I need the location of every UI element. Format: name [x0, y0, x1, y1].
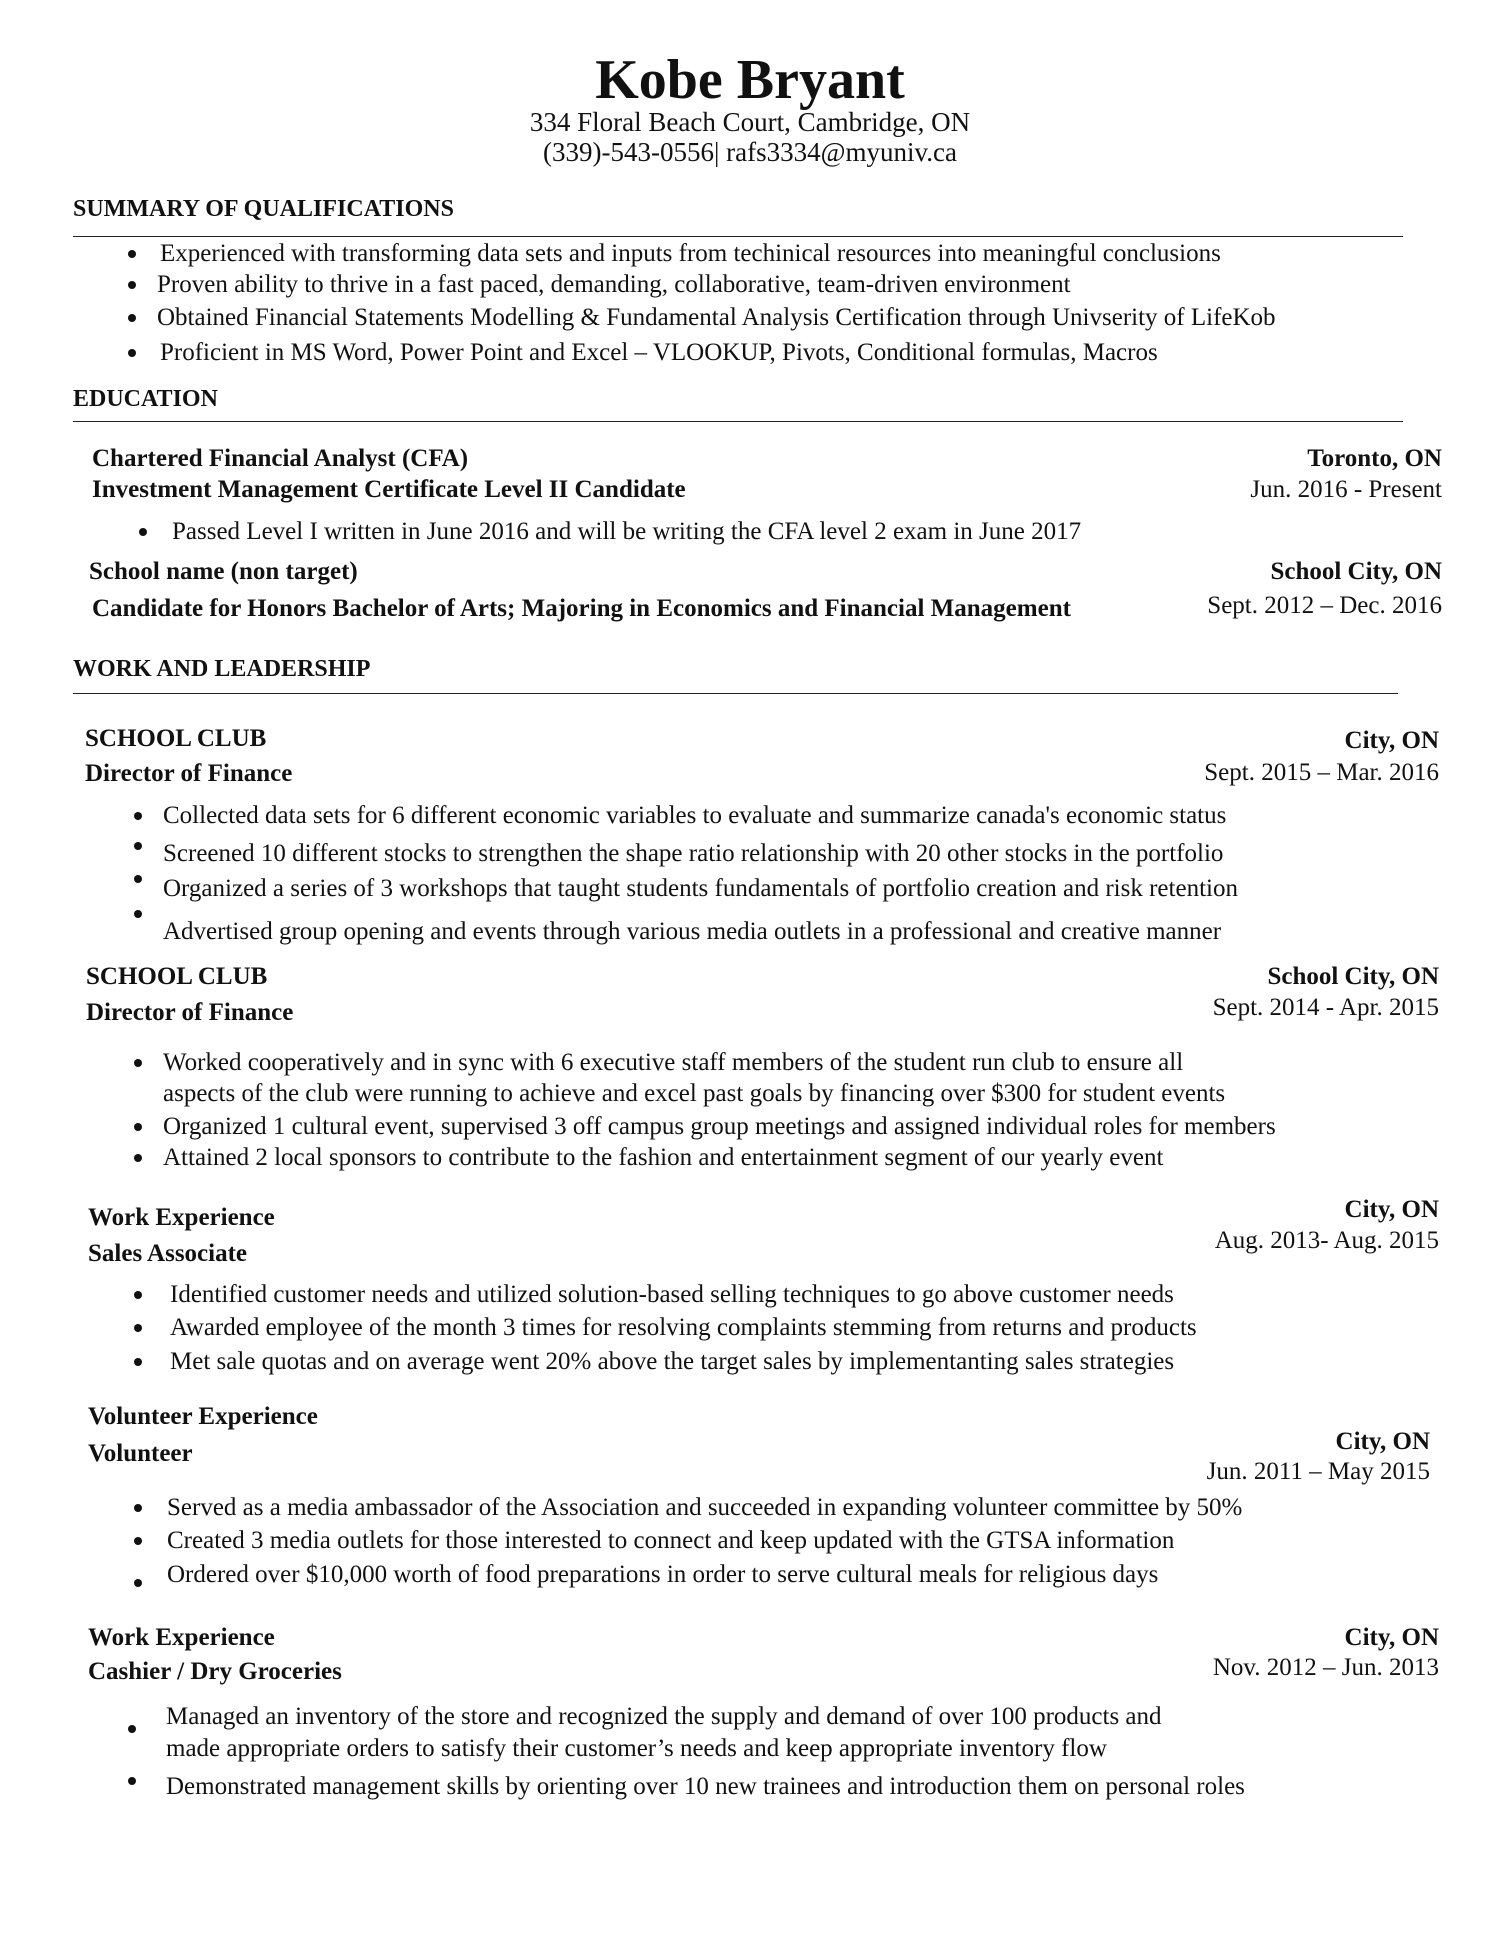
bullet-text: Obtained Financial Statements Modelling & Fundamental Analysis Certification through Univserity of LifeKob — [157, 304, 1276, 331]
bullet-icon — [128, 250, 136, 258]
entry-location: City, ON — [1344, 1624, 1439, 1651]
bullet-text: Identified customer needs and utilized solution-based selling techniques to go above customer needs — [170, 1281, 1174, 1308]
bullet-text: Organized a series of 3 workshops that taught students fundamentals of portfolio creation and risk retention — [163, 875, 1238, 902]
bullet-icon — [128, 281, 136, 289]
entry-org: Work Experience — [88, 1204, 275, 1231]
candidate-name: Kobe Bryant — [595, 49, 905, 111]
entry-title: Candidate for Honors Bachelor of Arts; Majoring in Economics and Financial Management — [92, 595, 1071, 622]
bullet-icon — [134, 1537, 142, 1545]
bullet-icon — [128, 314, 136, 322]
entry-location: Toronto, ON — [1307, 445, 1442, 472]
bullet-icon — [134, 1291, 142, 1299]
bullet-text: Served as a media ambassador of the Association and succeeded in expanding volunteer committee by 50% — [167, 1494, 1243, 1521]
entry-title: Sales Associate — [88, 1240, 248, 1267]
entry-location: City, ON — [1344, 727, 1439, 754]
entry-org: Chartered Financial Analyst (CFA) — [92, 445, 469, 472]
address: 334 Floral Beach Court, Cambridge, ON — [529, 107, 971, 137]
bullet-text: Demonstrated management skills by orienting over 10 new trainees and introduction them on personal roles — [166, 1773, 1245, 1800]
bullet-icon — [134, 1154, 142, 1162]
bullet-text: Managed an inventory of the store and recognized the supply and demand of over 100 products and — [166, 1703, 1162, 1730]
bullet-text: Passed Level I written in June 2016 and will be writing the CFA level 2 exam in June 2017 — [172, 518, 1082, 545]
bullet-text: Organized 1 cultural event, supervised 3 off campus group meetings and assigned individual roles for members — [163, 1113, 1276, 1140]
bullet-text: Collected data sets for 6 different economic variables to evaluate and summarize canada's economic status — [163, 802, 1227, 829]
section-divider — [73, 421, 1403, 422]
entry-dates: Jun. 2011 – May 2015 — [1206, 1458, 1430, 1485]
entry-title: Director of Finance — [85, 760, 293, 787]
entry-org: Work Experience — [88, 1624, 275, 1651]
bullet-icon — [139, 528, 147, 536]
bullet-text: Proficient in MS Word, Power Point and Excel – VLOOKUP, Pivots, Conditional formulas, Macros — [160, 339, 1158, 366]
bullet-text: Worked cooperatively and in sync with 6 executive staff members of the student run club to ensure all — [163, 1049, 1184, 1076]
bullet-icon — [128, 1777, 136, 1785]
bullet-text: Created 3 media outlets for those interested to connect and keep updated with the GTSA information — [167, 1527, 1175, 1554]
entry-location: School City, ON — [1267, 963, 1439, 990]
section-divider — [73, 236, 1403, 237]
bullet-text: Advertised group opening and events through various media outlets in a professional and creative manner — [163, 918, 1222, 945]
entry-dates: Jun. 2016 - Present — [1250, 476, 1442, 503]
entry-dates: Sept. 2014 - Apr. 2015 — [1212, 994, 1439, 1021]
entry-title: Director of Finance — [86, 999, 294, 1026]
bullet-text: Proven ability to thrive in a fast paced, demanding, collaborative, team-driven environment — [157, 271, 1071, 298]
bullet-icon — [134, 812, 142, 820]
section-heading-summary: SUMMARY OF QUALIFICATIONS — [73, 196, 454, 222]
bullet-icon — [134, 910, 142, 918]
bullet-text: Screened 10 different stocks to strengthen the shape ratio relationship with 20 other stocks in the portfolio — [163, 840, 1224, 867]
bullet-icon — [128, 1725, 136, 1733]
bullet-text: Experienced with transforming data sets and inputs from techinical resources into meaningful conclusions — [160, 240, 1221, 267]
entry-dates: Aug. 2013- Aug. 2015 — [1214, 1227, 1439, 1254]
entry-org: School name (non target) — [89, 558, 358, 585]
section-divider — [73, 693, 1398, 694]
bullet-text: Attained 2 local sponsors to contribute to the fashion and entertainment segment of our yearly event — [163, 1144, 1164, 1171]
bullet-icon — [134, 1324, 142, 1332]
bullet-icon — [134, 1358, 142, 1366]
entry-dates: Sept. 2012 – Dec. 2016 — [1207, 592, 1442, 619]
bullet-icon — [134, 1504, 142, 1512]
bullet-text: Met sale quotas and on average went 20% above the target sales by implementanting sales strategies — [170, 1348, 1175, 1375]
bullet-icon — [134, 842, 142, 850]
bullet-icon — [134, 1059, 142, 1067]
entry-dates: Sept. 2015 – Mar. 2016 — [1204, 759, 1439, 786]
entry-org: Volunteer Experience — [88, 1403, 318, 1430]
section-heading-work: WORK AND LEADERSHIP — [73, 656, 371, 682]
entry-location: City, ON — [1335, 1428, 1430, 1455]
bullet-text: Ordered over $10,000 worth of food preparations in order to serve cultural meals for religious days — [167, 1561, 1159, 1588]
entry-org: SCHOOL CLUB — [86, 963, 268, 990]
bullet-text: Awarded employee of the month 3 times for resolving complaints stemming from returns and products — [170, 1314, 1197, 1341]
bullet-icon — [128, 349, 136, 357]
bullet-icon — [134, 1123, 142, 1131]
contact-info: (339)-543-0556| rafs3334@myuniv.ca — [543, 137, 957, 167]
section-heading-education: EDUCATION — [73, 386, 218, 412]
entry-dates: Nov. 2012 – Jun. 2013 — [1212, 1654, 1439, 1681]
entry-title: Investment Management Certificate Level II Candidate — [92, 476, 686, 503]
entry-location: School City, ON — [1270, 558, 1442, 585]
entry-title: Cashier / Dry Groceries — [88, 1658, 342, 1685]
bullet-text: made appropriate orders to satisfy their customer’s needs and keep appropriate inventory flow — [166, 1735, 1107, 1762]
entry-org: SCHOOL CLUB — [85, 725, 267, 752]
entry-location: City, ON — [1344, 1196, 1439, 1223]
bullet-icon — [134, 875, 142, 883]
bullet-text: aspects of the club were running to achieve and excel past goals by financing over $300 for student events — [163, 1080, 1226, 1107]
entry-title: Volunteer — [88, 1440, 193, 1467]
bullet-icon — [134, 1579, 142, 1587]
